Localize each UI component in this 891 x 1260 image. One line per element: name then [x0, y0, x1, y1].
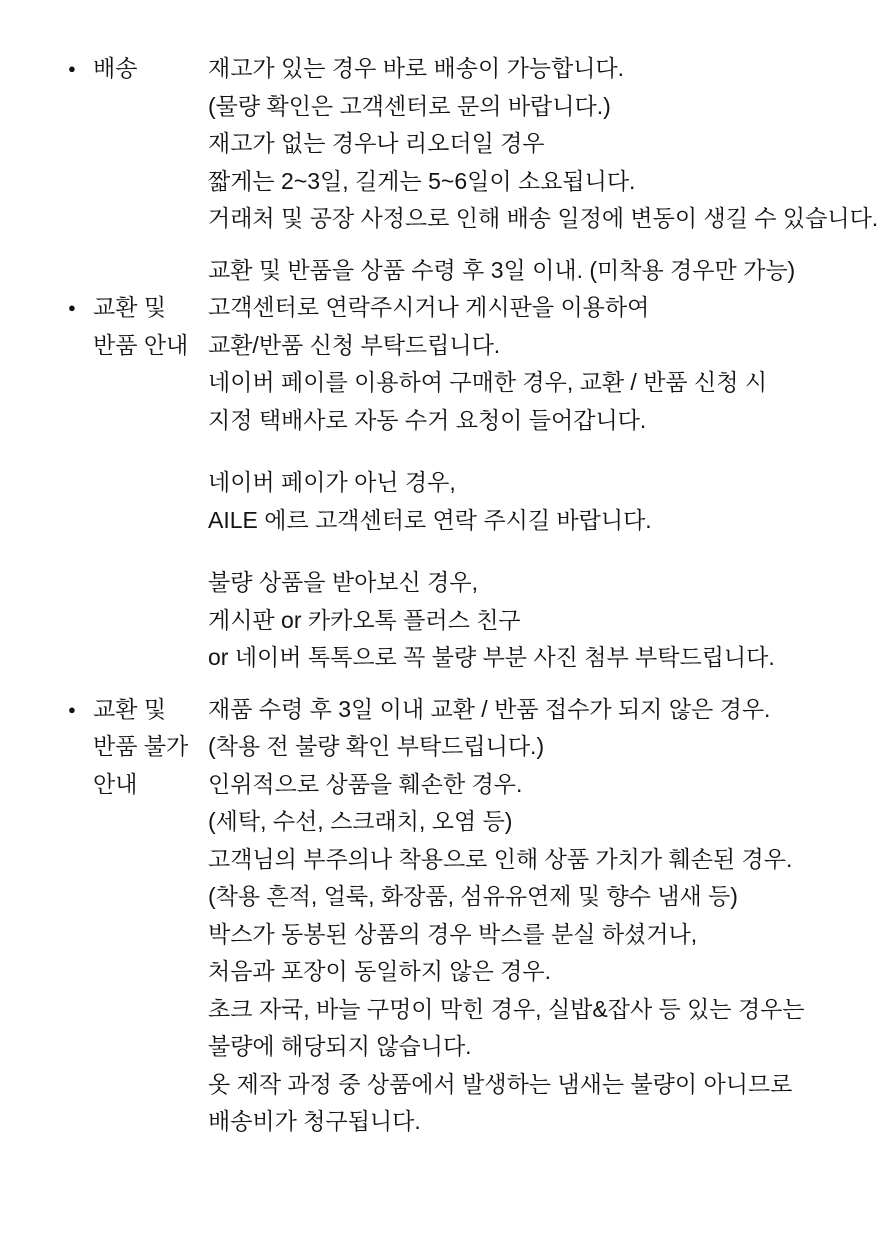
paragraph — [208, 691, 891, 1141]
bullet-icon: ● — [68, 61, 76, 76]
section-label-line: 교환 및 — [93, 294, 167, 320]
text-line: 고객센터로 연락주시거나 게시판을 이용하여 — [208, 294, 650, 320]
paragraph — [208, 564, 891, 677]
text-line: 교환 및 반품을 상품 수령 후 3일 이내. (미착용 경우만 가능) — [208, 256, 796, 283]
section-label-line: 배송 — [93, 55, 138, 81]
section-content — [208, 691, 891, 1141]
paragraph — [208, 50, 891, 238]
text-line: AILE 에르 고객센터로 연락 주시길 바랍니다. — [208, 506, 652, 533]
text-line: 재고가 없는 경우나 리오더일 경우 — [208, 130, 545, 156]
policy-section — [0, 691, 891, 1141]
section-label-line: 반품 안내 — [93, 331, 189, 358]
text-line: 불량 상품을 받아보신 경우, — [208, 569, 478, 595]
bullet-icon: ● — [68, 300, 76, 315]
section-content — [208, 50, 891, 238]
text-line: 거래처 및 공장 사정으로 인해 배송 일정에 변동이 생길 수 있습니다. — [208, 205, 879, 231]
text-line: (착용 전 불량 확인 부탁드립니다.) — [208, 733, 545, 759]
text-line: 네이버 페이를 이용하여 구매한 경우, 교환 / 반품 신청 시 — [208, 369, 768, 395]
text-line: 인위적으로 상품을 훼손한 경우. — [208, 770, 523, 797]
text-line: 재품 수령 후 3일 이내 교환 / 반품 접수가 되지 않은 경우. — [208, 695, 771, 722]
text-line: or 네이버 톡톡으로 꼭 불량 부분 사진 첨부 부탁드립니다. — [208, 644, 775, 670]
bullet-icon: ● — [68, 701, 76, 717]
text-line: 짧게는 2~3일, 길게는 5~6일이 소요됩니다. — [208, 167, 636, 194]
text-line: 네이버 페이가 아닌 경우, — [208, 469, 456, 495]
text-line: (세탁, 수선, 스크래치, 오염 등) — [208, 808, 513, 834]
text-line: (물량 확인은 고객센터로 문의 바랍니다.) — [208, 92, 611, 119]
section-content — [208, 252, 891, 677]
text-line: 배송비가 청구됩니다. — [208, 1108, 421, 1134]
text-line: 지정 택배사로 자동 수거 요청이 들어갑니다. — [208, 406, 647, 433]
section-label-line: 교환 및 — [93, 695, 167, 722]
text-line: 옷 제작 과정 중 상품에서 발생하는 냄새는 불량이 아니므로 — [208, 1070, 793, 1097]
section-label — [68, 50, 208, 88]
text-line: 교환/반품 신청 부탁드립니다. — [208, 331, 501, 358]
paragraph — [208, 252, 891, 440]
section-label-line: 반품 불가 — [93, 733, 189, 759]
text-line: 게시판 or 카카오톡 플러스 친구 — [208, 606, 521, 633]
text-line: 초크 자국, 바늘 구멍이 막힌 경우, 실밥&잡사 등 있는 경우는 — [208, 995, 805, 1022]
section-label — [68, 289, 208, 364]
policy-section — [0, 252, 891, 677]
text-line: 재고가 있는 경우 바로 배송이 가능합니다. — [208, 55, 625, 81]
section-label — [68, 691, 208, 804]
text-line: 고객님의 부주의나 착용으로 인해 상품 가치가 훼손된 경우. — [208, 845, 793, 872]
text-line: (착용 흔적, 얼룩, 화장품, 섬유유연제 및 향수 냄새 등) — [208, 883, 738, 909]
text-line: 불량에 해당되지 않습니다. — [208, 1033, 472, 1059]
text-line: 처음과 포장이 동일하지 않은 경우. — [208, 958, 552, 984]
text-line: 박스가 동봉된 상품의 경우 박스를 분실 하셨거나, — [208, 920, 698, 947]
section-label-line: 안내 — [93, 770, 138, 797]
policy-sections — [0, 50, 891, 1141]
paragraph — [208, 464, 891, 539]
policy-section — [0, 50, 891, 238]
